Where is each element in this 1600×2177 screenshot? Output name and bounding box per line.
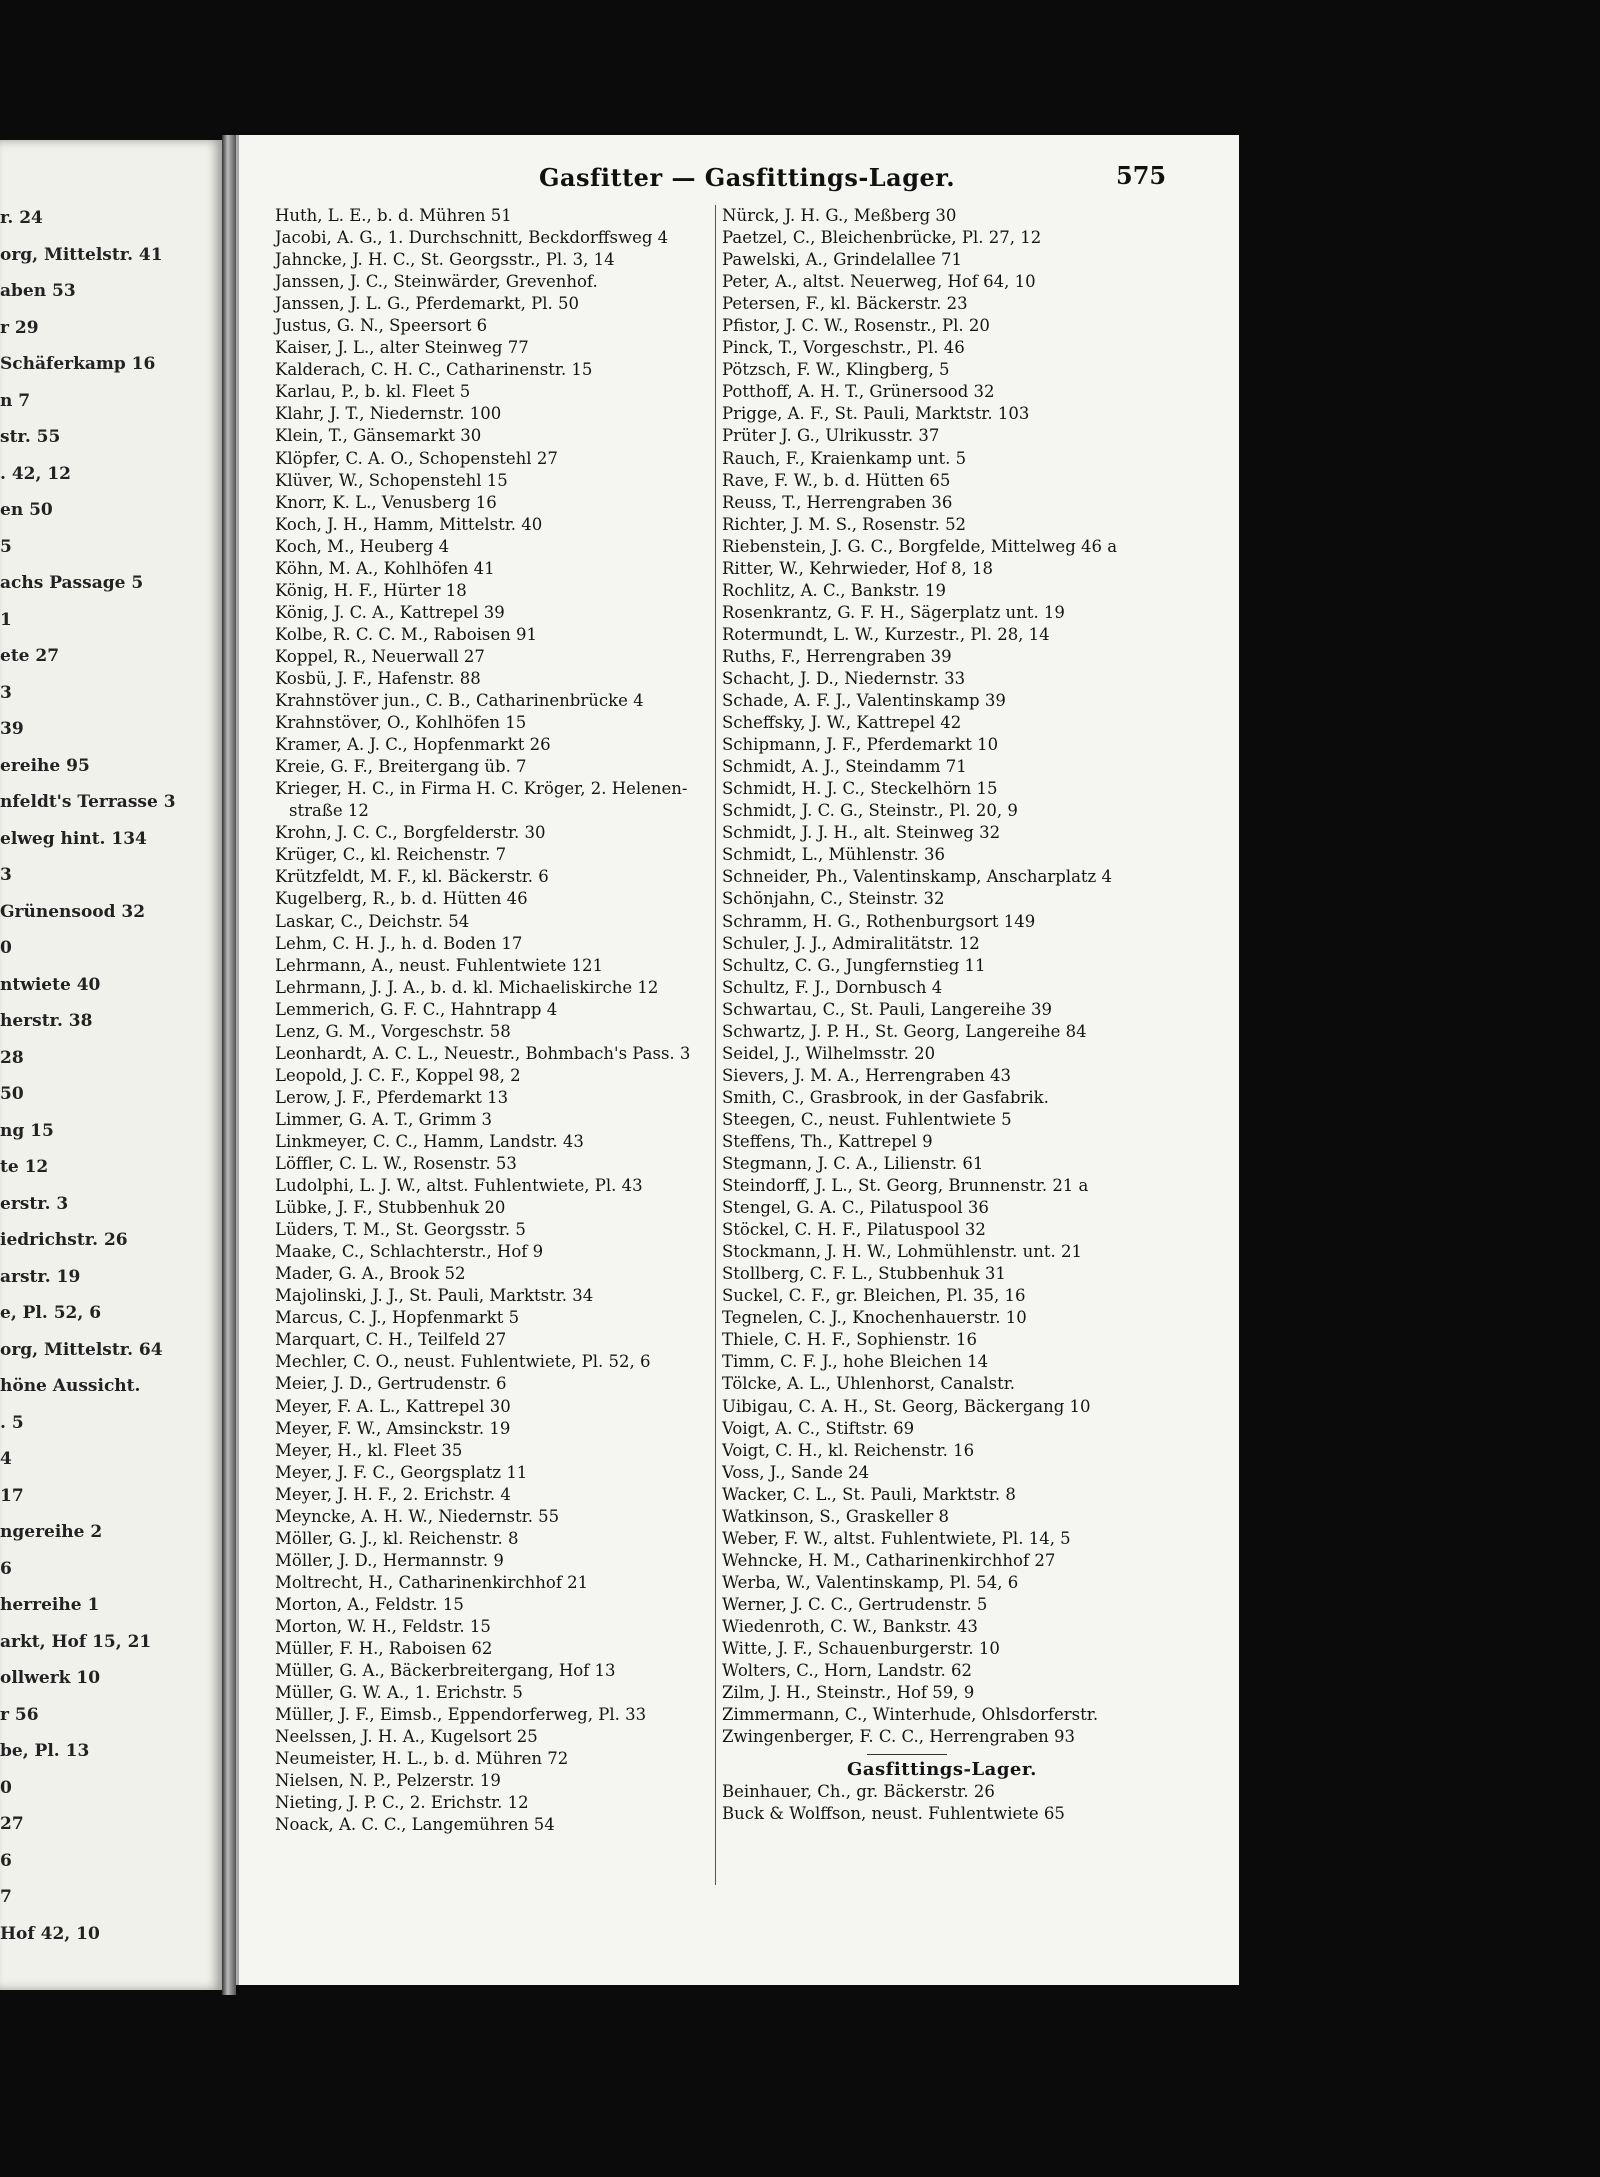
directory-entry: Prigge, A. F., St. Pauli, Marktstr. 103: [722, 404, 1030, 424]
directory-entry: Klein, T., Gänsemarkt 30: [275, 426, 482, 446]
right-column: [722, 205, 1197, 1825]
directory-entry: Suckel, C. F., gr. Bleichen, Pl. 35, 16: [722, 1286, 1026, 1306]
directory-entry: Steindorff, J. L., St. Georg, Brunnenstr. 21 a: [722, 1176, 1089, 1196]
directory-entry: Schmidt, J. C. G., Steinstr., Pl. 20, 9: [722, 801, 1018, 821]
directory-entry: Werba, W., Valentinskamp, Pl. 54, 6: [722, 1572, 1019, 1592]
directory-entry: König, H. F., Hürter 18: [275, 580, 467, 600]
directory-entry: Janssen, J. C., Steinwärder, Grevenhof.: [275, 272, 598, 292]
left-page-text-fragment: elweg hint. 134: [0, 828, 147, 849]
directory-entry: Meyer, H., kl. Fleet 35: [275, 1440, 463, 1460]
directory-entry: Richter, J. M. S., Rosenstr. 52: [722, 514, 967, 534]
left-page-text-fragment: e, Pl. 52, 6: [0, 1303, 102, 1323]
directory-entry: Krahnstöver, O., Kohlhöfen 15: [275, 713, 527, 733]
directory-entry: Majolinski, J. J., St. Pauli, Marktstr. 34: [275, 1286, 594, 1306]
directory-entry: Weber, F. W., altst. Fuhlentwiete, Pl. 14, 5: [722, 1528, 1071, 1548]
directory-entry: Koch, M., Heuberg 4: [275, 536, 450, 556]
left-page-text-fragment: herreihe 1: [0, 1595, 100, 1615]
directory-entry: Leonhardt, A. C. L., Neuestr., Bohmbach's Pass. 3: [275, 1043, 691, 1063]
left-page-text-fragment: r. 24: [0, 208, 43, 228]
left-page-text-fragment: 50: [0, 1084, 24, 1104]
directory-entry: Ruths, F., Herrengraben 39: [722, 646, 952, 666]
directory-entry: Kalderach, C. H. C., Catharinenstr. 15: [275, 360, 593, 380]
page-number: 575: [1116, 161, 1167, 190]
directory-entry: Lüders, T. M., St. Georgsstr. 5: [275, 1220, 526, 1240]
directory-entry: Lehm, C. H. J., h. d. Boden 17: [275, 933, 523, 953]
directory-entry: Köhn, M. A., Kohlhöfen 41: [275, 558, 495, 578]
directory-entry: Wolters, C., Horn, Landstr. 62: [722, 1661, 973, 1681]
directory-entry: Ritter, W., Kehrwieder, Hof 8, 18: [722, 558, 993, 578]
left-page-text-fragment: 1: [0, 609, 12, 630]
directory-entry: straße 12: [289, 801, 369, 821]
directory-entry: Klöpfer, C. A. O., Schopenstehl 27: [275, 448, 558, 468]
directory-entry: Rosenkrantz, G. F. H., Sägerplatz unt. 19: [722, 602, 1065, 622]
directory-entry: Watkinson, S., Graskeller 8: [722, 1506, 949, 1526]
left-page-text-fragment: 17: [0, 1485, 24, 1506]
left-page-text-fragment: herstr. 38: [0, 1011, 93, 1031]
left-page-text-fragment: en 50: [0, 500, 53, 520]
directory-entry: Voss, J., Sande 24: [722, 1462, 870, 1482]
directory-entry: Nielsen, N. P., Pelzerstr. 19: [275, 1771, 501, 1791]
directory-entry: Lübke, J. F., Stubbenhuk 20: [275, 1198, 506, 1218]
directory-entry: Klahr, J. T., Niedernstr. 100: [275, 404, 502, 424]
directory-entry: Beinhauer, Ch., gr. Bäckerstr. 26: [722, 1782, 995, 1802]
left-page-text-fragment: 28: [0, 1047, 24, 1068]
directory-entry: Schuler, J. J., Admiralitätstr. 12: [722, 933, 980, 953]
directory-entry: Pawelski, A., Grindelallee 71: [722, 250, 962, 270]
directory-entry: Lenz, G. M., Vorgeschstr. 58: [275, 1021, 511, 1041]
directory-entry: Nürck, J. H. G., Meßberg 30: [722, 206, 957, 225]
directory-entry: Wiedenroth, C. W., Bankstr. 43: [722, 1617, 978, 1636]
left-page-text-fragment: iedrichstr. 26: [0, 1230, 128, 1250]
directory-entry: Meyer, J. F. C., Georgsplatz 11: [275, 1462, 528, 1482]
directory-entry: Lehrmann, A., neust. Fuhlentwiete 121: [275, 955, 604, 975]
directory-entry: Meyncke, A. H. W., Niedernstr. 55: [275, 1506, 560, 1526]
directory-entry: Leopold, J. C. F., Koppel 98, 2: [275, 1065, 521, 1085]
left-page-text-fragment: te 12: [0, 1157, 49, 1177]
directory-entry: Schultz, C. G., Jungfernstieg 11: [722, 955, 986, 975]
left-page-text-fragment: . 5: [0, 1412, 24, 1433]
left-page-text-fragment: 6: [0, 1850, 12, 1871]
left-page-text-fragment: org, Mittelstr. 41: [0, 244, 163, 265]
directory-entry: Paetzel, C., Bleichenbrücke, Pl. 27, 12: [722, 228, 1042, 248]
directory-entry: Werner, J. C. C., Gertrudenstr. 5: [722, 1594, 988, 1614]
directory-entry: Rochlitz, A. C., Bankstr. 19: [722, 580, 947, 600]
subsection-title: Gasfittings-Lager.: [847, 1759, 1037, 1781]
directory-entry: Lehrmann, J. J. A., b. d. kl. Michaeliskirche 12: [275, 977, 659, 997]
column-divider: [715, 205, 716, 1885]
directory-entry: Noack, A. C. C., Langemühren 54: [275, 1815, 555, 1835]
directory-entry: Steegen, C., neust. Fuhlentwiete 5: [722, 1109, 1012, 1129]
directory-entry: Wacker, C. L., St. Pauli, Marktstr. 8: [722, 1484, 1016, 1504]
left-page-text-fragment: Grünensood 32: [0, 901, 146, 922]
left-page-text-fragment: n 7: [0, 390, 31, 411]
left-page-text-fragment: 3: [0, 865, 12, 885]
section-rule: [867, 1754, 947, 1755]
left-page-text-fragment: str. 55: [0, 427, 61, 447]
directory-entry: Meyer, J. H. F., 2. Erichstr. 4: [275, 1484, 511, 1504]
directory-entry: Lemmerich, G. F. C., Hahntrapp 4: [275, 999, 558, 1019]
directory-entry: Lerow, J. F., Pferdemarkt 13: [275, 1087, 509, 1107]
directory-entry: Neumeister, H. L., b. d. Mühren 72: [275, 1749, 569, 1769]
directory-entry: Jahncke, J. H. C., St. Georgsstr., Pl. 3, 14: [275, 250, 615, 270]
directory-entry: Zwingenberger, F. C. C., Herrengraben 93: [722, 1727, 1076, 1747]
left-page-text-fragment: höne Aussicht.: [0, 1376, 141, 1396]
directory-entry: Scheffsky, J. W., Kattrepel 42: [722, 713, 962, 733]
directory-entry: Krahnstöver jun., C. B., Catharinenbrücke 4: [275, 691, 644, 711]
directory-entry: Ludolphi, L. J. W., altst. Fuhlentwiete, Pl. 43: [275, 1176, 643, 1196]
directory-entry: Maake, C., Schlachterstr., Hof 9: [275, 1242, 544, 1262]
directory-entry: Müller, G. W. A., 1. Erichstr. 5: [275, 1683, 523, 1703]
left-page-text-fragment: r 56: [0, 1704, 39, 1725]
left-page-text-fragment: Schäferkamp 16: [0, 354, 156, 374]
directory-entry: Pfistor, J. C. W., Rosenstr., Pl. 20: [722, 316, 990, 336]
directory-entry: Rave, F. W., b. d. Hütten 65: [722, 470, 951, 490]
directory-entry: Schade, A. F. J., Valentinskamp 39: [722, 691, 1006, 711]
left-page-text-fragment: ete 27: [0, 646, 60, 666]
book-spine: [222, 135, 236, 1995]
directory-entry: Thiele, C. H. F., Sophienstr. 16: [722, 1330, 977, 1350]
directory-entry: Morton, W. H., Feldstr. 15: [275, 1617, 491, 1636]
left-page-fragment: [0, 140, 222, 1990]
directory-entry: Zimmermann, C., Winterhude, Ohlsdorferstr.: [722, 1705, 1099, 1725]
directory-entry: Stengel, G. A. C., Pilatuspool 36: [722, 1198, 989, 1218]
directory-entry: Klüver, W., Schopenstehl 15: [275, 470, 508, 490]
directory-entry: Müller, F. H., Raboisen 62: [275, 1639, 493, 1659]
directory-entry: Wehncke, H. M., Catharinenkirchhof 27: [722, 1550, 1056, 1570]
directory-entry: Meyer, F. W., Amsinckstr. 19: [275, 1418, 511, 1438]
directory-entry: Kugelberg, R., b. d. Hütten 46: [275, 889, 528, 909]
page-header-title: Gasfitter — Gasfittings-Lager.: [539, 163, 956, 192]
right-page: [236, 135, 1239, 1985]
left-page-text-fragment: nfeldt's Terrasse 3: [0, 792, 176, 812]
directory-entry: Schwartz, J. P. H., St. Georg, Langereihe 84: [722, 1021, 1087, 1041]
left-page-text-fragment: 7: [0, 1887, 12, 1907]
directory-entry: Schmidt, H. J. C., Steckelhörn 15: [722, 779, 998, 799]
directory-entry: Marquart, C. H., Teilfeld 27: [275, 1330, 507, 1350]
directory-entry: Schultz, F. J., Dornbusch 4: [722, 977, 943, 997]
directory-entry: Buck & Wolffson, neust. Fuhlentwiete 65: [722, 1804, 1065, 1824]
directory-entry: Pötzsch, F. W., Klingberg, 5: [722, 360, 950, 380]
left-page-text-fragment: ollwerk 10: [0, 1668, 101, 1688]
directory-entry: Krohn, J. C. C., Borgfelderstr. 30: [275, 823, 546, 843]
directory-entry: Schacht, J. D., Niedernstr. 33: [722, 668, 966, 688]
directory-entry: Janssen, J. L. G., Pferdemarkt, Pl. 50: [275, 294, 580, 314]
directory-entry: Rotermundt, L. W., Kurzestr., Pl. 28, 14: [722, 624, 1050, 644]
directory-entry: Voigt, C. H., kl. Reichenstr. 16: [722, 1440, 975, 1460]
directory-entry: Schmidt, L., Mühlenstr. 36: [722, 845, 945, 865]
left-page-text-fragment: 6: [0, 1558, 12, 1579]
directory-entry: Zilm, J. H., Steinstr., Hof 59, 9: [722, 1683, 975, 1703]
directory-entry: Limmer, G. A. T., Grimm 3: [275, 1109, 493, 1129]
directory-entry: Knorr, K. L., Venusberg 16: [275, 492, 497, 512]
directory-entry: Steffens, Th., Kattrepel 9: [722, 1131, 933, 1151]
left-page-text-fragment: aben 53: [0, 281, 76, 301]
left-page-text-fragment: 3: [0, 682, 12, 703]
directory-entry: Smith, C., Grasbrook, in der Gasfabrik.: [722, 1087, 1049, 1107]
left-page-text-fragment: org, Mittelstr. 64: [0, 1339, 163, 1360]
directory-entry: Peter, A., altst. Neuerweg, Hof 64, 10: [722, 272, 1036, 292]
directory-entry: Stollberg, C. F. L., Stubbenhuk 31: [722, 1264, 1006, 1284]
directory-entry: Kosbü, J. F., Hafenstr. 88: [275, 668, 481, 688]
directory-entry: Schwartau, C., St. Pauli, Langereihe 39: [722, 999, 1052, 1019]
left-page-text-fragment: achs Passage 5: [0, 573, 144, 593]
directory-entry: Prüter J. G., Ulrikusstr. 37: [722, 426, 940, 446]
left-page-text-fragment: ngereihe 2: [0, 1522, 103, 1542]
left-page-text-fragment: arkt, Hof 15, 21: [0, 1631, 152, 1652]
directory-entry: Marcus, C. J., Hopfenmarkt 5: [275, 1308, 520, 1328]
directory-entry: Löffler, C. L. W., Rosenstr. 53: [275, 1154, 517, 1174]
directory-entry: Meyer, F. A. L., Kattrepel 30: [275, 1396, 511, 1416]
left-page-text-fragment: 39: [0, 719, 24, 739]
directory-entry: Koppel, R., Neuerwall 27: [275, 646, 485, 666]
directory-entry: Huth, L. E., b. d. Mühren 51: [275, 206, 512, 225]
left-page-text-fragment: ng 15: [0, 1120, 54, 1141]
directory-entry: Kreie, G. F., Breitergang üb. 7: [275, 757, 527, 777]
directory-entry: Seidel, J., Wilhelmsstr. 20: [722, 1043, 936, 1063]
directory-entry: Kolbe, R. C. C. M., Raboisen 91: [275, 624, 538, 644]
left-page-text-fragment: ntwiete 40: [0, 974, 101, 995]
directory-entry: Timm, C. F. J., hohe Bleichen 14: [722, 1352, 989, 1372]
directory-entry: Schipmann, J. F., Pferdemarkt 10: [722, 735, 999, 755]
directory-entry: Stockmann, J. H. W., Lohmühlenstr. unt. 21: [722, 1242, 1082, 1262]
left-page-text-fragment: 27: [0, 1814, 24, 1834]
left-page-text-fragment: 0: [0, 1777, 12, 1798]
directory-entry: Karlau, P., b. kl. Fleet 5: [275, 382, 471, 402]
directory-entry: Schneider, Ph., Valentinskamp, Anscharplatz 4: [722, 867, 1112, 887]
left-page-text-fragment: be, Pl. 13: [0, 1741, 90, 1761]
directory-entry: Schönjahn, C., Steinstr. 32: [722, 889, 945, 909]
left-page-text-fragment: 5: [0, 536, 12, 557]
directory-entry: König, J. C. A., Kattrepel 39: [275, 602, 505, 622]
left-page-text-fragment: 0: [0, 938, 12, 958]
directory-entry: Potthoff, A. H. T., Grünersood 32: [722, 382, 995, 402]
directory-entry: Uibigau, C. A. H., St. Georg, Bäckergang 10: [722, 1396, 1091, 1416]
directory-entry: Justus, G. N., Speersort 6: [275, 316, 488, 336]
directory-entry: Stegmann, J. C. A., Lilienstr. 61: [722, 1154, 984, 1174]
directory-entry: Krieger, H. C., in Firma H. C. Kröger, 2. Helenen-: [275, 779, 688, 799]
directory-entry: Witte, J. F., Schauenburgerstr. 10: [722, 1639, 1000, 1659]
left-page-text-fragment: erstr. 3: [0, 1193, 69, 1214]
left-page-text-fragment: r 29: [0, 317, 39, 338]
directory-entry: Meier, J. D., Gertrudenstr. 6: [275, 1374, 507, 1394]
directory-entry: Möller, J. D., Hermannstr. 9: [275, 1550, 504, 1570]
directory-entry: Rauch, F., Kraienkamp unt. 5: [722, 448, 967, 468]
directory-entry: Laskar, C., Deichstr. 54: [275, 911, 470, 931]
directory-entry: Voigt, A. C., Stiftstr. 69: [722, 1418, 915, 1438]
left-column: [275, 205, 755, 1836]
directory-entry: Krüger, C., kl. Reichenstr. 7: [275, 845, 507, 865]
directory-entry: Mechler, C. O., neust. Fuhlentwiete, Pl. 52, 6: [275, 1352, 651, 1372]
left-page-text-fragment: 4: [0, 1449, 12, 1469]
directory-entry: Schmidt, J. J. H., alt. Steinweg 32: [722, 823, 1001, 843]
directory-entry: Neelssen, J. H. A., Kugelsort 25: [275, 1727, 538, 1747]
directory-entry: Petersen, F., kl. Bäckerstr. 23: [722, 294, 968, 314]
left-page-text-fragment: arstr. 19: [0, 1266, 81, 1287]
directory-entry: Schmidt, A. J., Steindamm 71: [722, 757, 967, 777]
directory-entry: Tegnelen, C. J., Knochenhauerstr. 10: [722, 1308, 1027, 1328]
directory-entry: Müller, G. A., Bäckerbreitergang, Hof 13: [275, 1661, 616, 1681]
directory-entry: Kaiser, J. L., alter Steinweg 77: [275, 338, 529, 358]
directory-entry: Stöckel, C. H. F., Pilatuspool 32: [722, 1220, 986, 1240]
left-page-text-fragment: Hof 42, 10: [0, 1923, 100, 1944]
left-page-text-fragment: ereihe 95: [0, 755, 90, 776]
left-page-text-fragment: . 42, 12: [0, 463, 71, 484]
directory-entry: Jacobi, A. G., 1. Durchschnitt, Beckdorffsweg 4: [275, 228, 669, 248]
directory-entry: Möller, G. J., kl. Reichenstr. 8: [275, 1528, 519, 1548]
directory-entry: Riebenstein, J. G. C., Borgfelde, Mittelweg 46 a: [722, 536, 1118, 556]
directory-entry: Schramm, H. G., Rothenburgsort 149: [722, 911, 1036, 931]
directory-entry: Krützfeldt, M. F., kl. Bäckerstr. 6: [275, 867, 549, 887]
directory-entry: Linkmeyer, C. C., Hamm, Landstr. 43: [275, 1131, 584, 1151]
directory-entry: Mader, G. A., Brook 52: [275, 1264, 466, 1284]
directory-entry: Koch, J. H., Hamm, Mittelstr. 40: [275, 514, 543, 534]
directory-entry: Reuss, T., Herrengraben 36: [722, 492, 953, 512]
directory-entry: Kramer, A. J. C., Hopfenmarkt 26: [275, 735, 551, 755]
directory-entry: Nieting, J. P. C., 2. Erichstr. 12: [275, 1793, 529, 1813]
directory-entry: Sievers, J. M. A., Herrengraben 43: [722, 1065, 1011, 1085]
directory-entry: Pinck, T., Vorgeschstr., Pl. 46: [722, 338, 965, 358]
directory-entry: Müller, J. F., Eimsb., Eppendorferweg, Pl. 33: [275, 1705, 647, 1725]
directory-entry: Moltrecht, H., Catharinenkirchhof 21: [275, 1572, 589, 1592]
directory-entry: Tölcke, A. L., Uhlenhorst, Canalstr.: [722, 1374, 1016, 1394]
directory-entry: Morton, A., Feldstr. 15: [275, 1594, 464, 1614]
